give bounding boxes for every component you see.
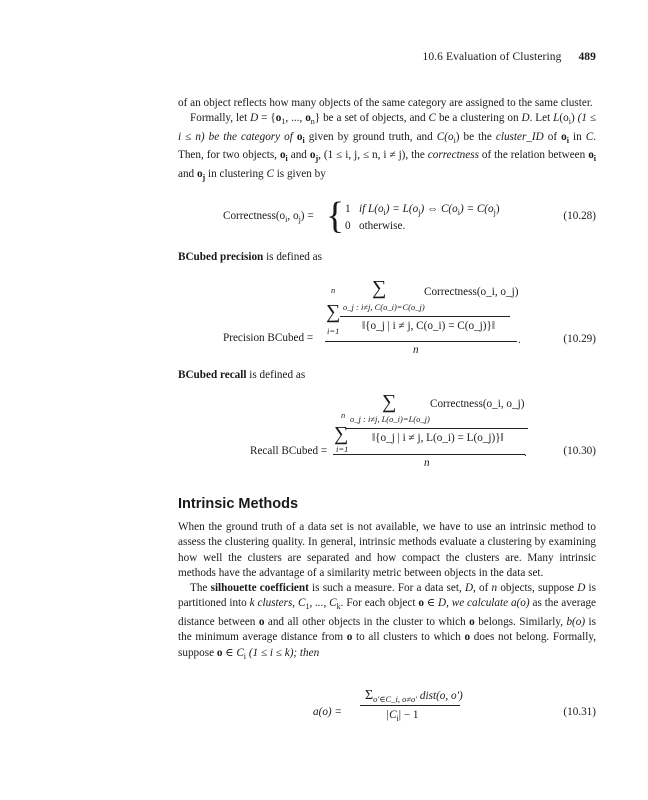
- paragraph-2: Formally, let $D = \{o_1$, ..., $o_n$} be a set of objects, and C be a clustering on D. Let $L(o_i) (1 \le i \le n)$ be the category of $o_i$ given by ground truth, and $C(o_i)$ be the cluster_ID of $o_i$ in C. Then, for two objects, $o_i$ and $o_j$, (1 ≤ i, j, ≤ n, i ≠ j), the correctness of the relation between $o_i$ and $o_j$ in clustering C is given by: [178, 112, 597, 183]
- equation-brace: {: [326, 195, 345, 237]
- inner-term-precision: Correctness(o_i, o_j): [424, 286, 519, 298]
- recall-outer-sum-top: n: [341, 410, 346, 420]
- inner-denominator: ‖{o_j | i ≠ j, C(o_i) = C(o_j)}‖: [362, 320, 496, 332]
- body-text-bottom: [178, 520, 596, 664]
- equation-number-10-29: (10.29): [563, 333, 596, 345]
- precision-period: .: [518, 334, 521, 346]
- equation-number-10-31: (10.31): [563, 706, 596, 718]
- recall-inner-sum-subscript: o_j : i≠j, L(o_i)=L(o_j): [350, 414, 430, 424]
- recall-period: .: [524, 447, 527, 459]
- paragraph-4: The silhouette coefficient is such a measure. For a data set, D, of n objects, suppose D is partitioned into k clusters, $C_1$, ..., $C_k$. For each object o ∈ D, we calculate a(o) as the average distance between o and all other objects in the cluster to which o belongs. Similarly, b(o) is the minimum average distance from o to all clusters to which o does not belong. Formally, suppose o ∈ $C_i$ (1 ≤ i ≤ k); then: [178, 582, 597, 661]
- outer-sum-bottom: i=1: [327, 326, 340, 336]
- silhouette-fraction-bar: [360, 705, 460, 706]
- silhouette-denominator: $|C_i| - 1$: [386, 709, 419, 724]
- precision-lhs: Precision BCubed =: [223, 332, 314, 344]
- recall-outer-denominator: n: [424, 457, 430, 469]
- recall-inner-denominator: ‖{o_j | i ≠ j, L(o_i) = L(o_j)}‖: [372, 432, 504, 444]
- recall-outer-sum-bottom: i=1: [336, 444, 349, 454]
- recall-inner-sum-symbol: ∑: [382, 391, 397, 413]
- silhouette-numerator: $\Sigma_{o'\in C\_i, o\ne o'}$ dist(o, o′): [365, 688, 463, 705]
- inner-sum-subscript: o_j : i≠j, C(o_i)=C(o_j): [343, 302, 425, 312]
- recall-outer-sum-symbol: ∑: [334, 423, 349, 445]
- recall-lhs: Recall BCubed =: [250, 445, 328, 457]
- section-heading: Intrinsic Methods: [178, 496, 299, 512]
- outer-fraction-bar: [325, 341, 517, 342]
- equation-correctness-lhs: $Correctness(o_i$, $o_j$) =: [223, 210, 314, 225]
- equation-case-1: 1 if $L(o_i) = L(o_j)$ ⇔ $C(o_i) = C(o_j)$: [345, 203, 500, 218]
- bcubed-recall-intro: BCubed recall is defined as: [178, 369, 306, 381]
- outer-sum-symbol: ∑: [326, 301, 341, 323]
- outer-denominator: n: [413, 344, 419, 356]
- page-number: 489: [578, 51, 596, 63]
- equation-number-10-30: (10.30): [563, 445, 596, 457]
- inner-fraction-bar: [340, 316, 510, 317]
- running-head: [422, 51, 596, 63]
- recall-outer-fraction-bar: [333, 454, 525, 455]
- paragraph-3: When the ground truth of a data set is not available, we have to use an intrinsic method to assess the clustering quality. In general, intrinsic methods evaluate a clustering by examining how well the clusters are separated and how compact the clusters are. Many intrinsic methods have the advantage of a similarity metric between objects in the data set.: [178, 521, 596, 579]
- inner-term-recall: Correctness(o_i, o_j): [430, 398, 525, 410]
- silhouette-a-lhs: a(o) =: [313, 706, 342, 718]
- section-title: 10.6 Evaluation of Clustering: [422, 51, 562, 63]
- equation-number-10-28: (10.28): [563, 210, 596, 222]
- inner-sum-symbol: ∑: [372, 277, 387, 299]
- equation-case-2: 0 otherwise.: [345, 220, 406, 232]
- recall-inner-fraction-bar: [346, 428, 528, 429]
- bcubed-precision-intro: BCubed precision is defined as: [178, 251, 322, 263]
- paragraph-1: of an object reflects how many objects of the same category are assigned to the same cluster.: [178, 97, 593, 109]
- outer-sum-top: n: [331, 285, 336, 295]
- body-text-top: [178, 96, 596, 185]
